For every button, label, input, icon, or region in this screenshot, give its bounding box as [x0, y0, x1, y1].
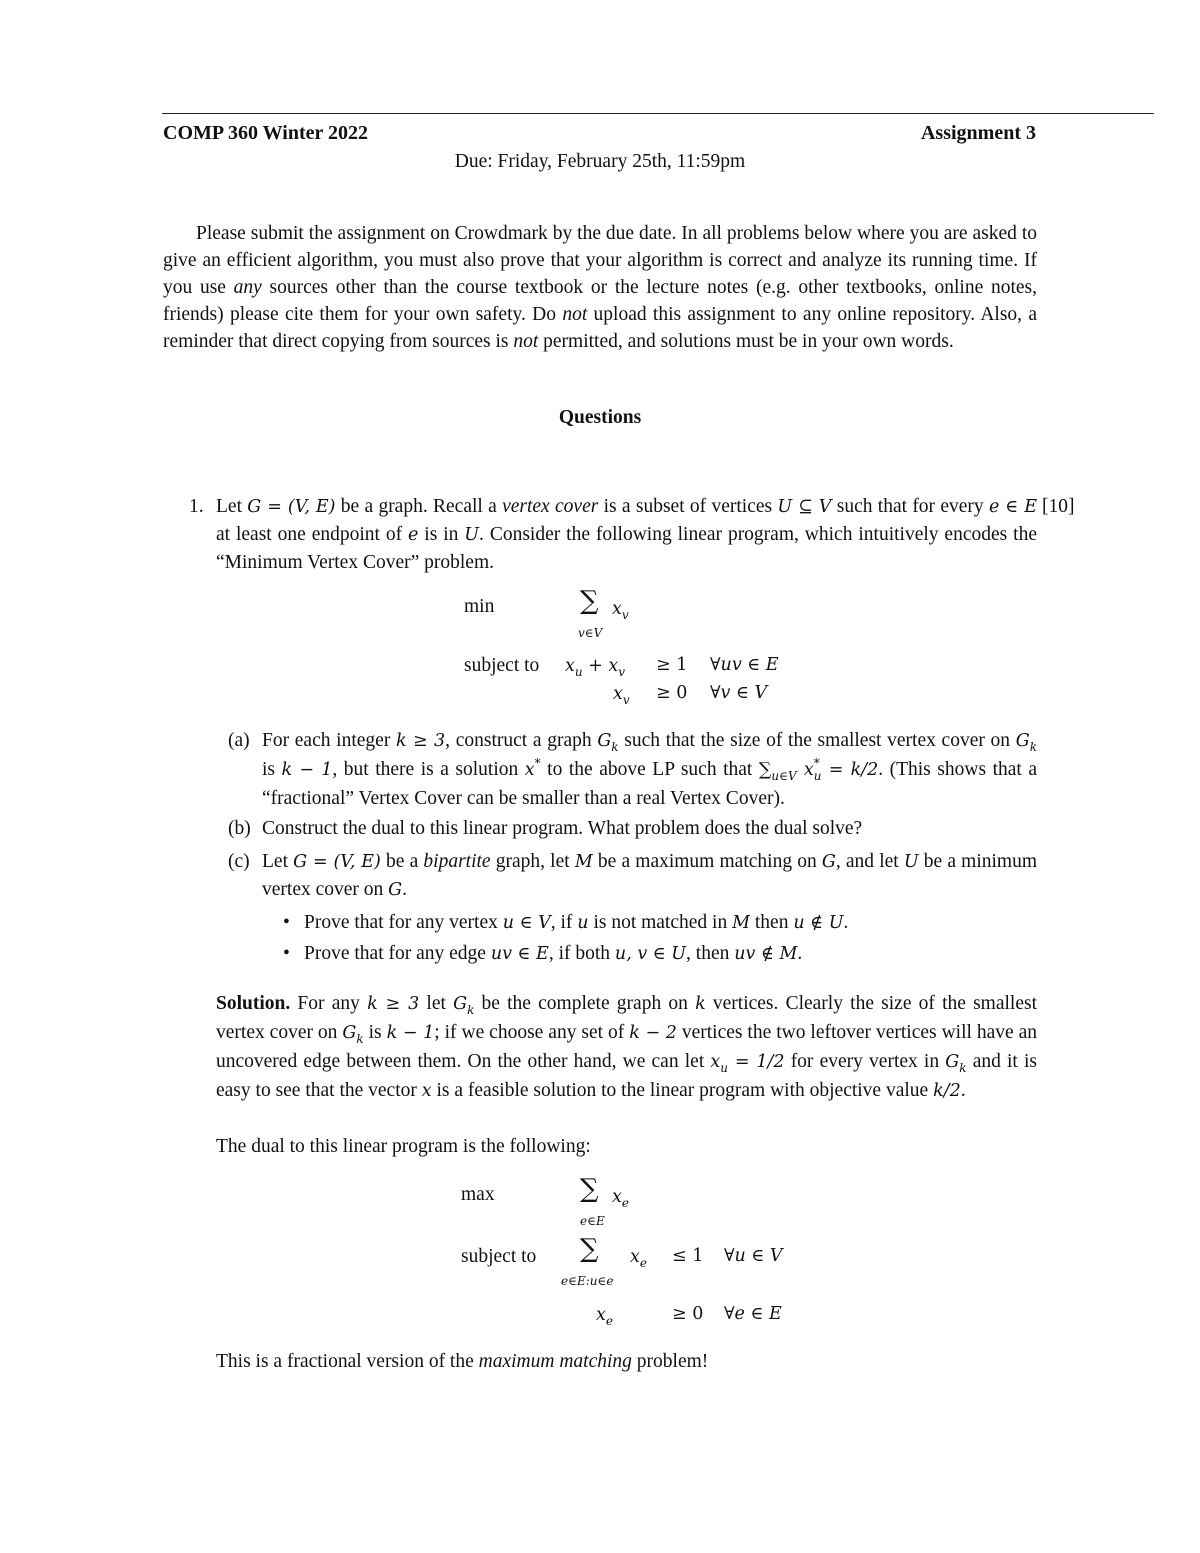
lp-sum-index: v∈V — [578, 626, 603, 640]
questions-heading: Questions — [558, 407, 642, 428]
dual-max-label: max — [461, 1184, 495, 1205]
lp-constraint-1-rel: ≥ 1 — [656, 655, 688, 675]
part-a-label: (a) — [228, 730, 250, 751]
lp-constraint-2-lhs: $x_v$ — [613, 684, 630, 707]
bullet-2-dot: • — [283, 943, 290, 964]
dual-sum-symbol: ∑ — [580, 1174, 599, 1204]
lp-constraint-1-lhs: $x_u + x_v$ — [565, 656, 626, 679]
part-b-text: Construct the dual to this linear program. What problem does the dual solve? — [262, 818, 863, 839]
dual-constraint-1-lhs: $x_e$ — [630, 1247, 647, 1270]
question-1-text: Let G = (V, E) be a graph. Recall a vertex cover is a subset of vertices U ⊆ V such that for every e ∈ E at least one endpoint of e is in U. Consider the following linear program, which intuitively encodes the “Minimum Vertex Cover” problem. — [216, 496, 1038, 573]
part-a-text: For each integer k ≥ 3, construct a graph $G_k$ such that the size of the smallest vertex cover on $G_k$ is k − 1, but there is a solution x* to the above LP such that $\sum_{u\in V}$ $x^*_u = k/2$. (This shows that a “fractional” Vertex Cover can be smaller than a real Vertex Cover). — [262, 730, 1037, 809]
lp-constraint-2-rel: ≥ 0 — [656, 683, 688, 703]
closing-sentence: This is a fractional version of the maximum matching problem! — [216, 1351, 709, 1372]
solution-paragraph: Solution. For any k ≥ 3 let $G_k$ be the complete graph on k vertices. Clearly the size of the smallest vertex cover on $G_k$ is k − 1; if we choose any set of k − 2 vertices the two leftover vertices will have an uncovered edge between them. On the other hand, we can let $x_u = 1/2$ for every vertex in $G_k$ and it is easy to see that the vector x is a feasible solution to the linear program with objective value k/2. — [216, 993, 1038, 1101]
dual-constraint-2-lhs: $x_e$ — [596, 1305, 613, 1328]
dual-constraint-sum-symbol: ∑ — [580, 1234, 599, 1264]
bullet-2-text: Prove that for any edge uv ∈ E, if both u, v ∈ U, then uv ∉ M. — [304, 943, 803, 964]
course-title: COMP 360 Winter 2022 — [163, 122, 368, 144]
lp-constraint-2-quant: ∀v ∈ V — [710, 683, 768, 703]
bullet-1-dot: • — [283, 912, 290, 933]
dual-constraint-2-rel: ≥ 0 — [672, 1304, 704, 1324]
dual-constraint-1-quant: ∀u ∈ V — [724, 1246, 783, 1266]
dual-objective: $x_e$ — [612, 1187, 629, 1210]
dual-constraint-sum-index: e∈E:u∈e — [561, 1274, 614, 1288]
lp-constraint-1-quant: ∀uv ∈ E — [710, 655, 779, 675]
intro-paragraph: Please submit the assignment on Crowdmark by the due date. In all problems below where you are asked to give an efficient algorithm, you must also prove that your algorithm is correct and analyze its running time. If you use any sources other than the course textbook or the lecture notes (e.g. other textbooks, online notes, friends) please cite them for your own safety. Do not upload this assignment to any online repository. Also, a reminder that direct copying from sources is not permitted, and solutions must be in your own words. — [163, 223, 1038, 352]
due-date: Due: Friday, February 25th, 11:59pm — [454, 151, 746, 172]
question-number: 1. — [189, 496, 204, 517]
lp-objective: $x_v$ — [612, 599, 629, 622]
part-c-text: Let G = (V, E) be a bipartite graph, let M be a maximum matching on G, and let U be a minimum vertex cover on G. — [262, 851, 1037, 900]
dual-constraint-2-quant: ∀e ∈ E — [724, 1304, 782, 1324]
part-b-label: (b) — [228, 818, 251, 839]
lp-sum-symbol: ∑ — [580, 586, 599, 616]
bullet-1-text: Prove that for any vertex u ∈ V, if u is not matched in M then u ∉ U. — [304, 912, 849, 933]
dual-constraint-1-rel: ≤ 1 — [672, 1246, 704, 1266]
dual-sum-index: e∈E — [580, 1214, 605, 1228]
dual-intro: The dual to this linear program is the following: — [216, 1136, 591, 1157]
top-rule — [162, 113, 1154, 114]
lp-min-label: min — [464, 596, 495, 617]
question-points: [10] — [1042, 496, 1075, 517]
dual-subject-to: subject to — [461, 1246, 537, 1267]
assignment-title: Assignment 3 — [920, 122, 1036, 144]
lp-subject-to: subject to — [464, 655, 540, 676]
part-c-label: (c) — [228, 851, 250, 872]
